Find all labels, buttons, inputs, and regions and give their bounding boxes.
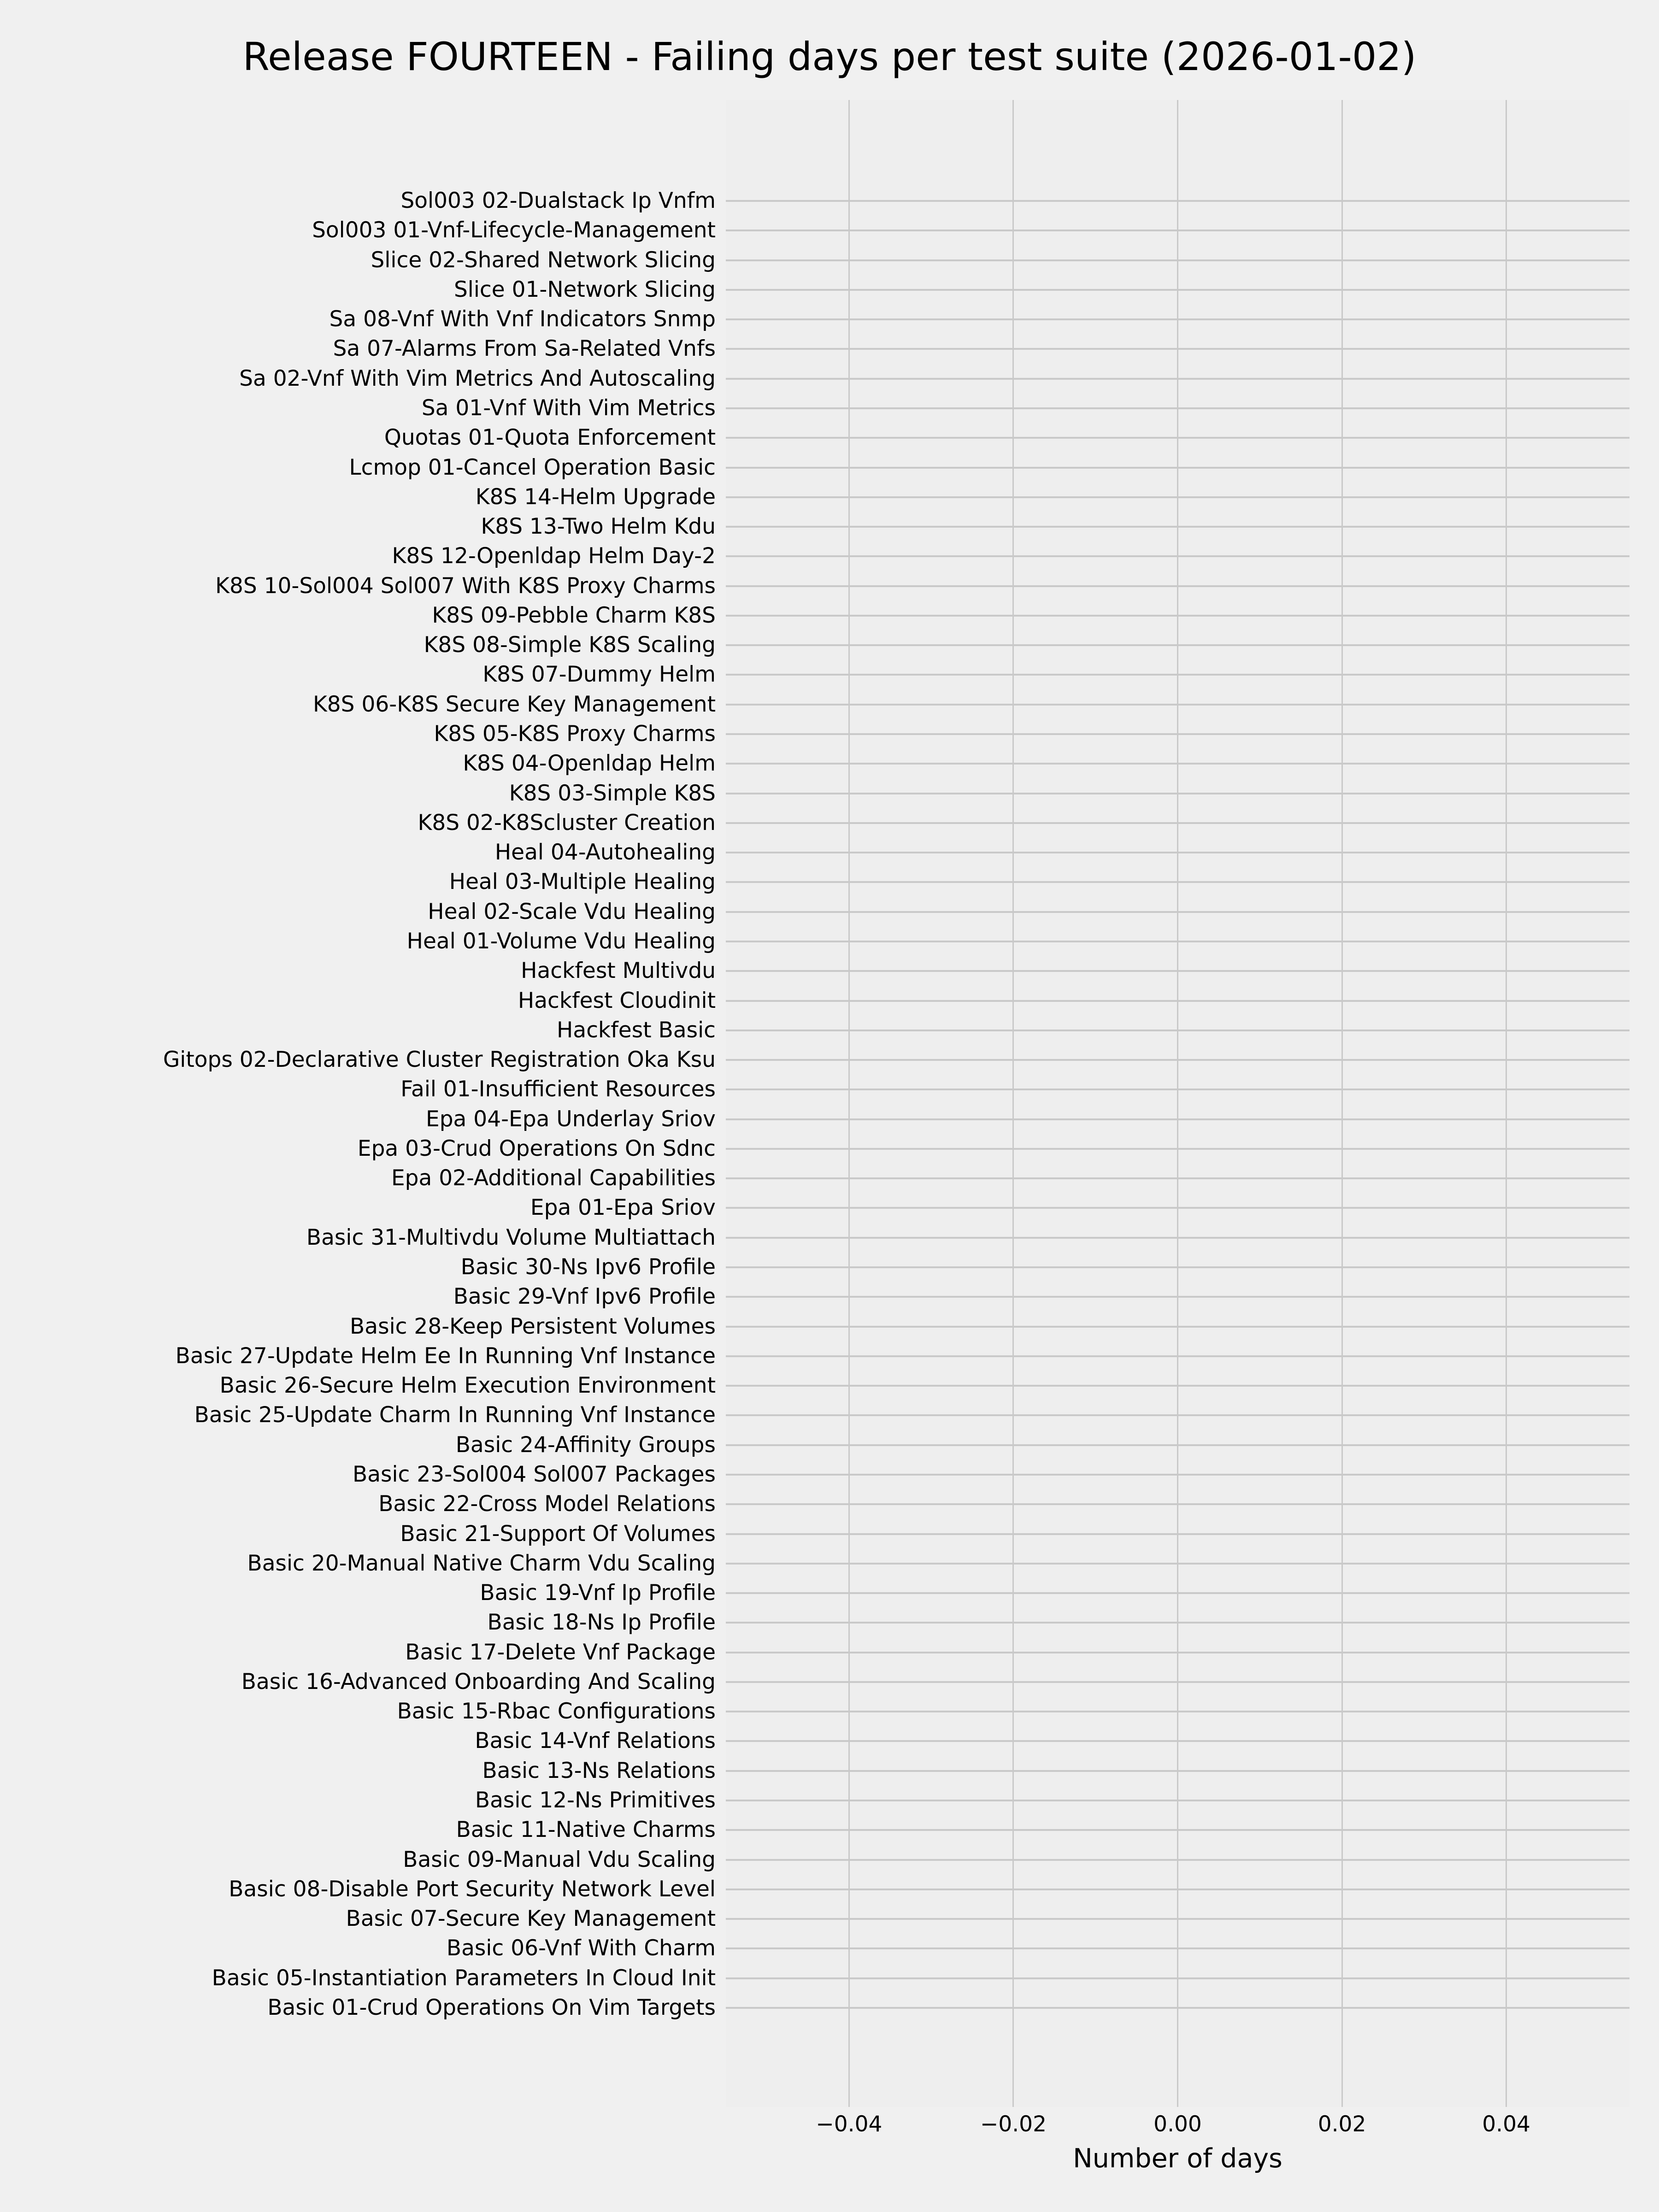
y-gridline — [726, 1296, 1630, 1298]
x-tick-label: 0.04 — [1482, 2112, 1530, 2137]
y-tick-label: Slice 02-Shared Network Slicing — [371, 247, 716, 273]
y-tick-label: Heal 02-Scale Vdu Healing — [428, 899, 716, 924]
y-tick-label: Sa 02-Vnf With Vim Metrics And Autoscaling — [239, 365, 716, 391]
y-gridline — [726, 1030, 1630, 1031]
x-tick-label: −0.04 — [816, 2112, 882, 2137]
y-tick-label: Basic 08-Disable Port Security Network Level — [229, 1876, 716, 1902]
y-tick-label: Epa 03-Crud Operations On Sdnc — [357, 1135, 716, 1161]
y-gridline — [726, 1681, 1630, 1683]
chart-title: Release FOURTEEN - Failing days per test suite (2026-01-02) — [242, 34, 1417, 79]
y-tick-label: Basic 29-Vnf Ipv6 Profile — [453, 1284, 716, 1310]
y-gridline — [726, 763, 1630, 765]
y-tick-label: Basic 11-Native Charms — [456, 1817, 716, 1843]
y-tick-label: Epa 04-Epa Underlay Sriov — [426, 1106, 716, 1132]
y-tick-label: Basic 22-Cross Model Relations — [378, 1491, 716, 1517]
y-tick-label: K8S 12-Openldap Helm Day-2 — [392, 543, 716, 569]
y-tick-label: Hackfest Multivdu — [521, 958, 716, 984]
y-gridline — [726, 644, 1630, 646]
x-tick-label: 0.02 — [1318, 2112, 1366, 2137]
y-tick-label: Sa 07-Alarms From Sa-Related Vnfs — [333, 336, 716, 362]
y-tick-label: Lcmop 01-Cancel Operation Basic — [349, 454, 716, 480]
plot-area — [726, 100, 1630, 2107]
y-tick-label: K8S 05-K8S Proxy Charms — [434, 721, 716, 747]
y-gridline — [726, 1355, 1630, 1357]
y-tick-label: K8S 04-Openldap Helm — [463, 751, 716, 777]
y-tick-label: Basic 17-Delete Vnf Package — [405, 1639, 716, 1665]
y-gridline — [726, 1740, 1630, 1742]
y-gridline — [726, 1918, 1630, 1920]
y-gridline — [726, 1622, 1630, 1624]
y-tick-label: Basic 24-Affinity Groups — [455, 1432, 716, 1458]
y-tick-label: Basic 15-Rbac Configurations — [397, 1699, 716, 1724]
y-tick-label: Hackfest Cloudinit — [518, 988, 716, 1013]
y-tick-label: Basic 27-Update Helm Ee In Running Vnf Instance — [175, 1343, 716, 1369]
y-gridline — [726, 348, 1630, 350]
y-tick-label: Basic 19-Vnf Ip Profile — [480, 1580, 716, 1606]
y-gridline — [726, 378, 1630, 380]
x-gridline — [1506, 100, 1507, 2107]
y-gridline — [726, 318, 1630, 320]
y-tick-label: Basic 26-Secure Helm Execution Environment — [219, 1373, 716, 1399]
y-tick-label: K8S 06-K8S Secure Key Management — [312, 691, 716, 717]
y-gridline — [726, 2007, 1630, 2009]
y-tick-label: Epa 01-Epa Sriov — [530, 1195, 716, 1221]
y-gridline — [726, 496, 1630, 498]
x-tick-label: 0.00 — [1153, 2112, 1202, 2137]
y-gridline — [726, 1326, 1630, 1328]
y-gridline — [726, 793, 1630, 794]
y-tick-label: K8S 07-Dummy Helm — [482, 662, 716, 688]
y-gridline — [726, 1592, 1630, 1594]
y-gridline — [726, 259, 1630, 261]
x-axis-label: Number of days — [1073, 2143, 1282, 2174]
y-gridline — [726, 289, 1630, 291]
y-gridline — [726, 1148, 1630, 1150]
y-tick-label: Fail 01-Insufficient Resources — [400, 1077, 716, 1102]
y-gridline — [726, 1829, 1630, 1831]
y-gridline — [726, 1177, 1630, 1179]
y-tick-label: Sol003 02-Dualstack Ip Vnfm — [400, 188, 716, 213]
y-gridline — [726, 1947, 1630, 1949]
y-tick-label: Heal 04-Autohealing — [494, 840, 716, 865]
y-gridline — [726, 1088, 1630, 1090]
y-gridline — [726, 555, 1630, 557]
y-tick-label: Basic 01-Crud Operations On Vim Targets — [267, 1995, 716, 2020]
y-gridline — [726, 733, 1630, 735]
y-gridline — [726, 1563, 1630, 1565]
y-gridline — [726, 467, 1630, 469]
y-tick-label: Basic 20-Manual Native Charm Vdu Scaling — [247, 1550, 716, 1576]
y-gridline — [726, 941, 1630, 942]
y-tick-label: Basic 18-Ns Ip Profile — [487, 1610, 716, 1635]
y-gridline — [726, 1207, 1630, 1209]
y-tick-label: Basic 21-Support Of Volumes — [400, 1521, 716, 1547]
y-gridline — [726, 1118, 1630, 1120]
y-tick-label: Basic 31-Multivdu Volume Multiattach — [306, 1224, 716, 1250]
y-tick-label: Heal 03-Multiple Healing — [449, 869, 716, 895]
y-tick-label: Basic 25-Update Charm In Running Vnf Instance — [194, 1402, 716, 1428]
y-gridline — [726, 200, 1630, 202]
y-gridline — [726, 911, 1630, 913]
y-gridline — [726, 229, 1630, 231]
y-gridline — [726, 1770, 1630, 1772]
y-tick-label: K8S 09-Pebble Charm K8S — [432, 602, 716, 628]
y-tick-label: Slice 01-Network Slicing — [453, 276, 716, 302]
y-tick-label: Basic 23-Sol004 Sol007 Packages — [352, 1461, 716, 1487]
y-gridline — [726, 1711, 1630, 1712]
y-gridline — [726, 1503, 1630, 1505]
y-tick-label: K8S 02-K8Scluster Creation — [418, 810, 716, 835]
y-gridline — [726, 822, 1630, 824]
y-gridline — [726, 1859, 1630, 1861]
y-tick-label: Epa 02-Additional Capabilities — [391, 1165, 716, 1191]
y-tick-label: Basic 13-Ns Relations — [482, 1758, 716, 1783]
y-tick-label: Basic 14-Vnf Relations — [475, 1728, 716, 1754]
y-tick-label: Quotas 01-Quota Enforcement — [384, 425, 716, 451]
y-gridline — [726, 585, 1630, 587]
y-tick-label: Hackfest Basic — [557, 1017, 716, 1043]
y-tick-label: Basic 07-Secure Key Management — [346, 1906, 716, 1932]
x-tick-label: −0.02 — [980, 2112, 1047, 2137]
y-tick-label: K8S 03-Simple K8S — [509, 780, 716, 806]
y-gridline — [726, 615, 1630, 617]
y-gridline — [726, 704, 1630, 706]
y-tick-label: Basic 16-Advanced Onboarding And Scaling — [241, 1669, 716, 1694]
y-tick-label: Heal 01-Volume Vdu Healing — [406, 928, 716, 954]
y-gridline — [726, 1888, 1630, 1890]
y-gridline — [726, 1533, 1630, 1535]
y-tick-label: K8S 10-Sol004 Sol007 With K8S Proxy Charms — [215, 573, 716, 599]
y-tick-label: Basic 09-Manual Vdu Scaling — [403, 1847, 716, 1872]
y-gridline — [726, 1237, 1630, 1239]
y-tick-label: Sa 08-Vnf With Vnf Indicators Snmp — [329, 306, 716, 332]
y-gridline — [726, 674, 1630, 676]
y-gridline — [726, 1414, 1630, 1416]
y-gridline — [726, 881, 1630, 883]
y-gridline — [726, 1266, 1630, 1268]
y-gridline — [726, 1059, 1630, 1061]
y-gridline — [726, 1800, 1630, 1801]
x-gridline — [1177, 100, 1178, 2107]
x-gridline — [848, 100, 850, 2107]
y-tick-label: K8S 13-Two Helm Kdu — [481, 514, 716, 540]
y-tick-label: Sa 01-Vnf With Vim Metrics — [421, 395, 716, 421]
y-gridline — [726, 1000, 1630, 1002]
y-tick-label: Gitops 02-Declarative Cluster Registration Oka Ksu — [163, 1047, 716, 1073]
y-tick-label: Basic 06-Vnf With Charm — [446, 1936, 716, 1961]
y-gridline — [726, 1474, 1630, 1476]
y-gridline — [726, 437, 1630, 439]
y-tick-label: Basic 30-Ns Ipv6 Profile — [460, 1254, 716, 1280]
x-gridline — [1341, 100, 1343, 2107]
y-tick-label: K8S 08-Simple K8S Scaling — [424, 632, 716, 658]
y-gridline — [726, 1652, 1630, 1653]
x-gridline — [1012, 100, 1014, 2107]
y-gridline — [726, 526, 1630, 528]
y-gridline — [726, 852, 1630, 853]
y-tick-label: Basic 12-Ns Primitives — [475, 1788, 716, 1813]
y-gridline — [726, 970, 1630, 972]
y-gridline — [726, 1977, 1630, 1979]
y-tick-label: K8S 14-Helm Upgrade — [475, 484, 716, 510]
y-gridline — [726, 1385, 1630, 1387]
y-tick-label: Basic 28-Keep Persistent Volumes — [350, 1313, 716, 1339]
y-gridline — [726, 1444, 1630, 1446]
y-gridline — [726, 407, 1630, 409]
y-tick-label: Sol003 01-Vnf-Lifecycle-Management — [312, 218, 716, 243]
y-tick-label: Basic 05-Instantiation Parameters In Cloud Init — [212, 1965, 716, 1991]
